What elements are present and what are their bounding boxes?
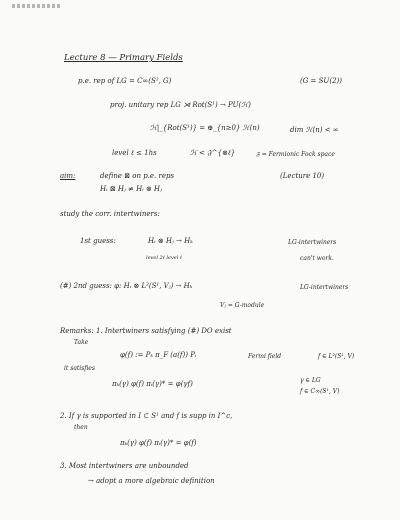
scan-mark xyxy=(12,4,62,8)
lecture-title: Lecture 8 — Primary Fields xyxy=(64,53,183,63)
second-guess-module: Vⱼ = G-module xyxy=(220,302,265,309)
first-guess-conclusion: can't work. xyxy=(300,255,334,262)
line-1: p.e. rep of LG = C∞(S¹, G) xyxy=(78,77,172,85)
line-4-right: 𝔉 = Fermionic Fock space xyxy=(256,151,335,158)
line-4: level ℓ ≤ 1hs xyxy=(112,149,157,157)
line-1-right: (G = SU(2)) xyxy=(300,77,342,85)
remark-3: 3. Most intertwiners are unbounded xyxy=(60,462,189,470)
aim-line-1-right: (Lecture 10) xyxy=(280,172,325,180)
definition: φ(f) := Pₖ π_F (a(f)) Pᵢ xyxy=(120,351,197,359)
definition-domain: f ∈ L²(S¹, V) xyxy=(318,353,355,360)
first-guess-label: 1st guess: xyxy=(80,237,116,245)
line-2: proj. unitary rep LG ⋊ Rot(S¹) → PU(ℋ) xyxy=(110,101,251,109)
take-label: Take xyxy=(74,339,89,346)
study-line: study the corr. intertwiners: xyxy=(60,210,160,218)
relation-note-1: γ ∈ LG xyxy=(300,377,321,384)
second-guess-right: LG-intertwiners xyxy=(300,284,349,291)
remarks-1: Remarks: 1. Intertwiners satisfying (#) DO exist xyxy=(60,327,232,335)
first-guess-right: LG-intertwiners xyxy=(288,239,337,246)
remark-3-followup: ⤳ adopt a more algebraic definition xyxy=(88,477,215,485)
second-guess: (#) 2nd guess: φ: Hᵢ ⊗ L²(S¹, Vⱼ) → Hₖ xyxy=(60,282,193,290)
line-4-mid: ℋ < 𝔉^{⊗ℓ} xyxy=(190,149,236,157)
first-guess-levels: level 2ℓ level ℓ xyxy=(146,255,182,261)
aim-line-2: Hᵢ ⊠ Hⱼ ≠ Hᵢ ⊗ Hⱼ xyxy=(100,185,162,193)
then-label: then xyxy=(74,424,88,431)
relation-note-2: f ∈ C∞(S¹, V) xyxy=(300,388,340,395)
line-3-right: dim ℋ(n) < ∞ xyxy=(290,126,339,134)
remark-2: 2. If γ is supported in I ⊂ S¹ and f is supp in I^c, xyxy=(60,412,233,420)
intertwining-relation: πₖ(γ) φ(f) πᵢ(γ)* = φ(γf) xyxy=(112,380,193,388)
aim-label: aim: xyxy=(60,172,76,180)
line-3: ℋ|_{Rot(S¹)} = ⊕_{n≥0} ℋ(n) xyxy=(150,124,260,132)
definition-note: Fermi field xyxy=(248,353,282,360)
aim-line-1: define ⊠ on p.e. reps xyxy=(100,172,175,180)
locality-relation: πₖ(γ) φ(f) πᵢ(γ)* = φ(f) xyxy=(120,439,197,447)
first-guess-map: Hᵢ ⊗ Hⱼ → Hₖ xyxy=(148,237,193,245)
satisfies-label: it satisfies xyxy=(64,365,95,372)
